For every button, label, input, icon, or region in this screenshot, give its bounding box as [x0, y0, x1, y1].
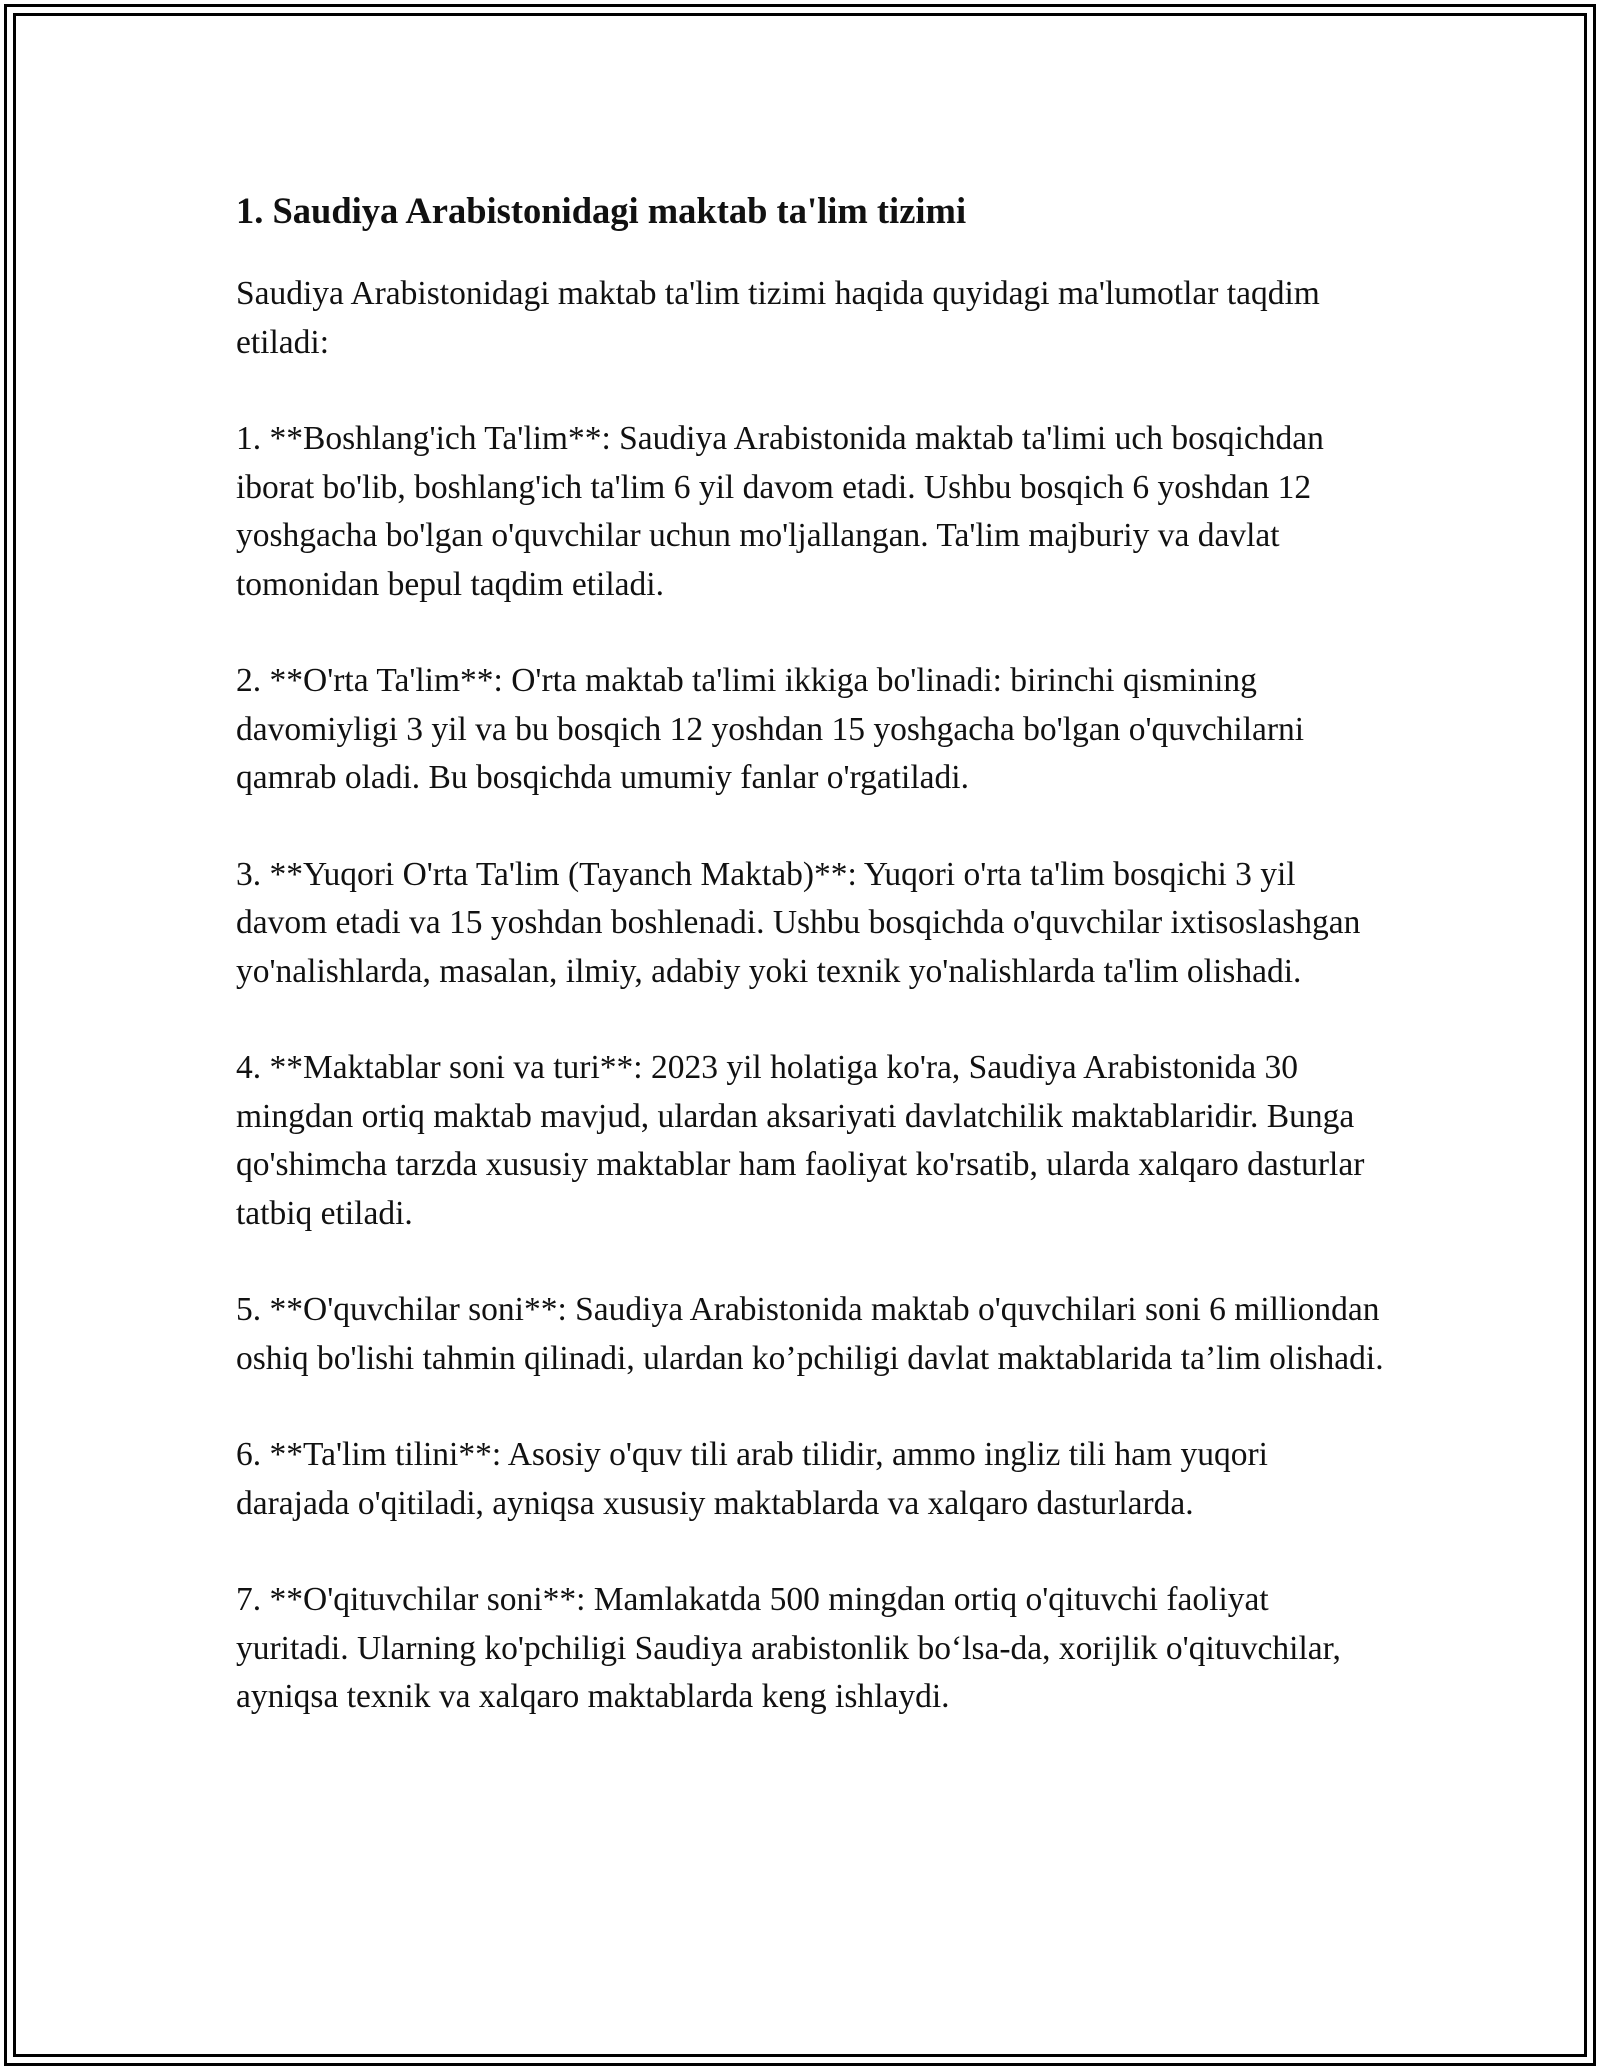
document-title: 1. Saudiya Arabistonidagi maktab ta'lim tizimi — [236, 190, 967, 231]
intro-paragraph: Saudiya Arabistonidagi maktab ta'lim tizimi haqida quyidagi ma'lumotlar taqdim etiladi: — [236, 275, 1320, 361]
document-body — [236, 186, 1386, 1770]
list-item-language: 6. **Ta'lim tilini**: Asosiy o'quv tili arab tilidir, ammo ingliz tili ham yuqori darajada o'qitiladi, ayniqsa xususiy maktablarda va xalqaro dasturlarda. — [236, 1436, 1268, 1522]
list-item-teachers-count: 7. **O'qituvchilar soni**: Mamlakatda 500 mingdan ortiq o'qituvchi faoliyat yuritadi. Ularning ko'pchiligi Saudiya arabistonlik bo‘lsa-da, xorijlik o'qituvchilar, ayniqsa texnik va xalqaro maktablarda keng ishlaydi. — [236, 1581, 1341, 1715]
list-item-secondary-education: 2. **O'rta Ta'lim**: O'rta maktab ta'limi ikkiga bo'linadi: birinchi qismining davomiyligi 3 yil va bu bosqich 12 yoshdan 15 yoshgacha bo'lgan o'quvchilarni qamrab oladi. Bu bosqichda umumiy fanlar o'rgatiladi. — [236, 662, 1305, 796]
list-item-primary-education: 1. **Boshlang'ich Ta'lim**: Saudiya Arabistonida maktab ta'limi uch bosqichdan iborat bo'lib, boshlang'ich ta'lim 6 yil davom etadi. Ushbu bosqich 6 yoshdan 12 yoshgacha bo'lgan o'quvchilar uchun mo'ljallangan. Ta'lim majburiy va davlat tomonidan bepul taqdim etiladi. — [236, 420, 1324, 603]
list-item-students-count: 5. **O'quvchilar soni**: Saudiya Arabistonida maktab o'quvchilari soni 6 milliondan oshiq bo'lishi tahmin qilinadi, ulardan ko’pchiligi davlat maktablarida ta’lim olishadi. — [236, 1291, 1384, 1377]
list-item-schools-count: 4. **Maktablar soni va turi**: 2023 yil holatiga ko'ra, Saudiya Arabistonida 30 mingdan ortiq maktab mavjud, ulardan aksariyati davlatchilik maktablaridir. Bunga qo'shimcha tarzda xususiy maktablar ham faoliyat ko'rsatib, ularda xalqaro dasturlar tatbiq etiladi. — [236, 1049, 1365, 1232]
list-item-upper-secondary-education: 3. **Yuqori O'rta Ta'lim (Tayanch Maktab)**: Yuqori o'rta ta'lim bosqichi 3 yil davom etadi va 15 yoshdan boshlenadi. Ushbu bosqichda o'quvchilar ixtisoslashgan yo'nalishlarda, masalan, ilmiy, adabiy yoki texnik yo'nalishlarda ta'lim olishadi. — [236, 855, 1361, 990]
